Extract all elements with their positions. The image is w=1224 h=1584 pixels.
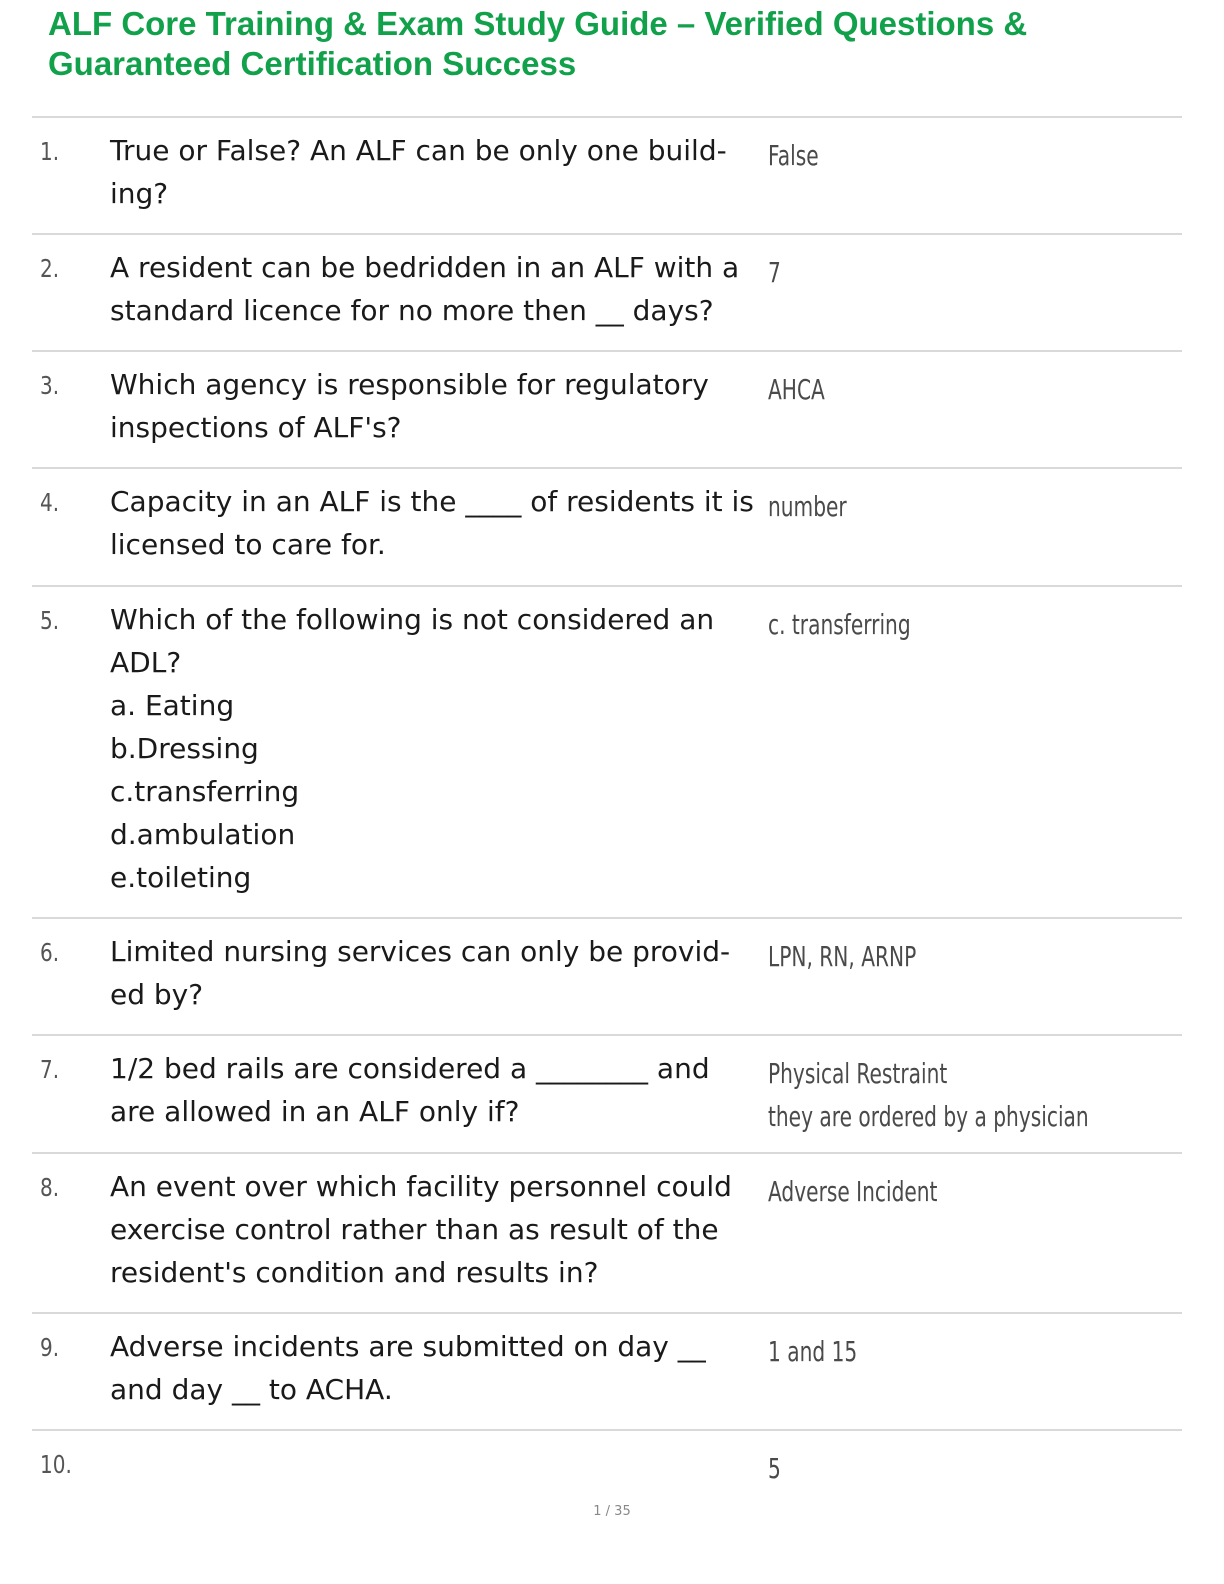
answer bbox=[768, 368, 1063, 411]
question-row-3 bbox=[32, 352, 1182, 469]
option-c: c.transferring bbox=[110, 775, 300, 808]
document-title: ALF Core Training & Exam Study Guide – Verified Questions & Guaranteed Certification Success bbox=[48, 5, 1028, 82]
page-indicator: 1 / 35 bbox=[593, 1504, 631, 1519]
question-number: 8. bbox=[40, 1173, 60, 1202]
question-row-8 bbox=[32, 1154, 1182, 1314]
question-text: True or False? An ALF can be only one build- ing? bbox=[110, 134, 727, 210]
answer-line: Physical Restraint bbox=[768, 1057, 948, 1090]
option-a: a. Eating bbox=[110, 689, 235, 722]
question-row-2 bbox=[32, 235, 1182, 352]
answer-line: 1 and 15 bbox=[768, 1335, 858, 1368]
question-number: 5. bbox=[40, 606, 60, 635]
answer-line: AHCA bbox=[768, 373, 825, 406]
answer bbox=[768, 251, 1063, 294]
question-number: 1. bbox=[40, 137, 60, 166]
question-row-7 bbox=[32, 1036, 1182, 1154]
option-d: d.ambulation bbox=[110, 818, 296, 851]
question-text: Which agency is responsible for regulatory inspections of ALF's? bbox=[110, 368, 709, 444]
question-text: Adverse incidents are submitted on day __ and day __ to ACHA. bbox=[110, 1330, 706, 1406]
question-text: Which of the following is not considered an ADL? bbox=[110, 603, 715, 679]
question-text: 1/2 bed rails are considered a ________ and are allowed in an ALF only if? bbox=[110, 1052, 710, 1128]
answer bbox=[768, 935, 1063, 978]
answer-line: c. transferring bbox=[768, 608, 911, 641]
question-row-10 bbox=[32, 1431, 1182, 1497]
question-list bbox=[32, 116, 1182, 1497]
question-text: Capacity in an ALF is the ____ of residents it is licensed to care for. bbox=[110, 485, 754, 561]
question-row-6 bbox=[32, 919, 1182, 1036]
question-row-5 bbox=[32, 587, 1182, 919]
question-number: 3. bbox=[40, 371, 60, 400]
answer-line: Adverse Incident bbox=[768, 1175, 938, 1208]
answer-line: 5 bbox=[768, 1452, 781, 1485]
option-e: e.toileting bbox=[110, 861, 252, 894]
question-number: 6. bbox=[40, 938, 60, 967]
question-number: 10. bbox=[40, 1450, 72, 1479]
answer-line: False bbox=[768, 139, 819, 172]
question-number: 7. bbox=[40, 1055, 60, 1084]
option-b: b.Dressing bbox=[110, 732, 259, 765]
answer-line: 7 bbox=[768, 256, 781, 289]
answer bbox=[768, 134, 1063, 177]
question-number: 9. bbox=[40, 1333, 60, 1362]
question-row-9 bbox=[32, 1314, 1182, 1431]
question-text: An event over which facility personnel could exercise control rather than as result of the resident's condition and results in? bbox=[110, 1170, 732, 1289]
question-row-4 bbox=[32, 469, 1182, 587]
answer-line: number bbox=[768, 490, 847, 523]
question-number: 4. bbox=[40, 488, 60, 517]
answer bbox=[768, 1447, 1063, 1490]
question-number: 2. bbox=[40, 254, 60, 283]
answer bbox=[768, 1330, 1063, 1373]
question-text: A resident can be bedridden in an ALF with a standard licence for no more then __ days? bbox=[110, 251, 740, 327]
answer bbox=[768, 1052, 1089, 1138]
answer bbox=[768, 485, 1063, 528]
answer-line: LPN, RN, ARNP bbox=[768, 940, 917, 973]
answer bbox=[768, 1170, 1063, 1213]
question-text-block bbox=[110, 598, 760, 899]
answer bbox=[768, 603, 1063, 646]
answer-line: they are ordered by a physician bbox=[768, 1100, 1089, 1133]
question-row-1 bbox=[32, 118, 1182, 235]
question-text: Limited nursing services can only be provid- ed by? bbox=[110, 935, 731, 1011]
